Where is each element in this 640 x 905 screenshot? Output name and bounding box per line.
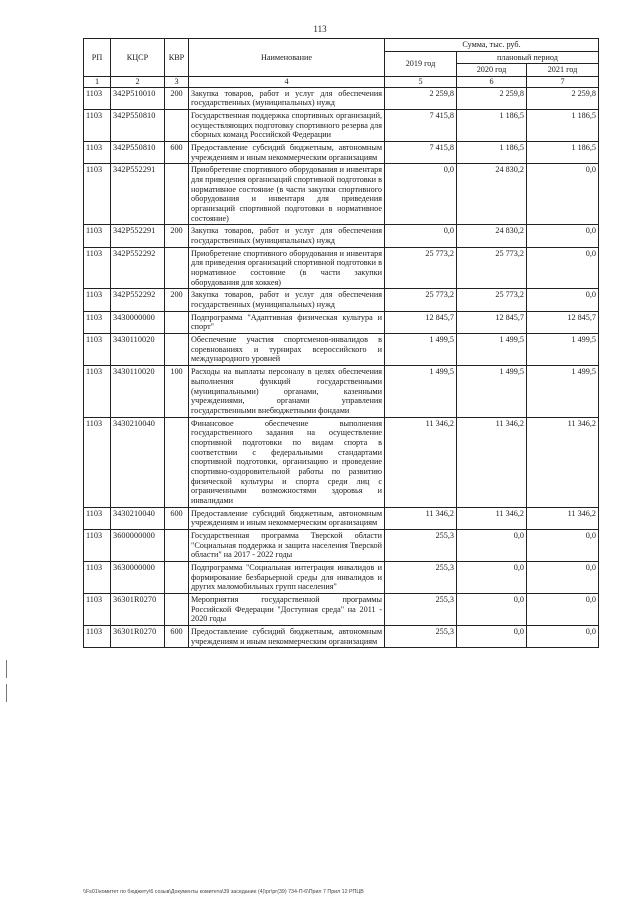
cell-2019: 1 499,5 — [385, 334, 457, 366]
cell-name: Приобретение спортивного оборудования и инвентаря для приведения организаций спортивной подготовки в нормативное состояние (в части закупки спортивного оборудования и инвентаря для приведения организаций спортивной подготовки в нормативное состояние) — [189, 164, 385, 225]
cell-rp: 1103 — [84, 289, 111, 311]
cell-2019: 7 415,8 — [385, 110, 457, 142]
cell-2020: 25 773,2 — [457, 247, 527, 289]
cell-kvr: 200 — [165, 225, 189, 247]
cell-rp: 1103 — [84, 593, 111, 625]
cell-kcsr: 342P510010 — [111, 87, 165, 109]
cell-kcsr: 3430210040 — [111, 417, 165, 507]
table-row — [84, 507, 599, 529]
cell-2021: 11 346,2 — [527, 507, 599, 529]
cell-2020: 1 499,5 — [457, 334, 527, 366]
cell-2020: 0,0 — [457, 561, 527, 593]
cell-name: Государственная программа Тверской области "Социальная поддержка и защита населения Тверской области" на 2017 - 2022 годы — [189, 529, 385, 561]
cell-2020: 11 346,2 — [457, 507, 527, 529]
header-name: Наименование — [189, 39, 385, 77]
cell-rp: 1103 — [84, 334, 111, 366]
header-year-2021: 2021 год — [527, 64, 599, 77]
table-row — [84, 225, 599, 247]
cell-name: Государственная поддержка спортивных организаций, осуществляющих подготовку спортивного резерва для сборных команд Российской Федерации — [189, 110, 385, 142]
column-index: 1 — [84, 77, 111, 88]
table-row — [84, 247, 599, 289]
table-row — [84, 311, 599, 333]
cell-kcsr: 36301R0270 — [111, 625, 165, 647]
cell-2020: 2 259,8 — [457, 87, 527, 109]
cell-2019: 255,3 — [385, 625, 457, 647]
header-sum: Сумма, тыс. руб. — [385, 39, 599, 52]
cell-2020: 24 830,2 — [457, 225, 527, 247]
cell-2020: 11 346,2 — [457, 417, 527, 507]
header-year-2019: 2019 год — [385, 51, 457, 76]
cell-kvr — [165, 417, 189, 507]
cell-rp: 1103 — [84, 529, 111, 561]
cell-kcsr: 3430210040 — [111, 507, 165, 529]
cell-2020: 1 186,5 — [457, 110, 527, 142]
header-rp: РП — [84, 39, 111, 77]
cell-2019: 12 845,7 — [385, 311, 457, 333]
cell-2021: 1 186,5 — [527, 142, 599, 164]
cell-2020: 0,0 — [457, 625, 527, 647]
cell-kcsr: 3430110020 — [111, 334, 165, 366]
cell-kcsr: 3430000000 — [111, 311, 165, 333]
column-index-row — [84, 77, 599, 88]
cell-rp: 1103 — [84, 507, 111, 529]
cell-rp: 1103 — [84, 625, 111, 647]
cell-rp: 1103 — [84, 366, 111, 417]
cell-kvr — [165, 593, 189, 625]
footer-file-path: \\Fs01\комитет по бюджету\6 созыв\Документы комитета\39 заседание (4)\рг\рг(39) 734-П-6\Прил 7 Прил 12 РПЦВ — [83, 889, 364, 895]
cell-2019: 255,3 — [385, 561, 457, 593]
cell-2019: 0,0 — [385, 164, 457, 225]
cell-rp: 1103 — [84, 417, 111, 507]
cell-2019: 2 259,8 — [385, 87, 457, 109]
cell-kcsr: 342P550810 — [111, 110, 165, 142]
table-row — [84, 110, 599, 142]
cell-2021: 2 259,8 — [527, 87, 599, 109]
cell-2021: 0,0 — [527, 164, 599, 225]
cell-name: Предоставление субсидий бюджетным, автономным учреждениям и иным некоммерческим организациям — [189, 142, 385, 164]
cell-name: Закупка товаров, работ и услуг для обеспечения государственных (муниципальных) нужд — [189, 87, 385, 109]
cell-2021: 0,0 — [527, 529, 599, 561]
cell-rp: 1103 — [84, 247, 111, 289]
cell-name: Предоставление субсидий бюджетным, автономным учреждениям и иным некоммерческим организациям — [189, 625, 385, 647]
cell-name: Закупка товаров, работ и услуг для обеспечения государственных (муниципальных) нужд — [189, 225, 385, 247]
cell-rp: 1103 — [84, 87, 111, 109]
table-row — [84, 366, 599, 417]
cell-kvr: 200 — [165, 289, 189, 311]
cell-kvr: 200 — [165, 87, 189, 109]
cell-2021: 12 845,7 — [527, 311, 599, 333]
cell-2019: 255,3 — [385, 593, 457, 625]
cell-kcsr: 3630000000 — [111, 561, 165, 593]
column-index: 7 — [527, 77, 599, 88]
budget-table — [83, 38, 599, 648]
cell-kvr: 600 — [165, 507, 189, 529]
cell-2021: 0,0 — [527, 247, 599, 289]
page-number: 113 — [313, 24, 327, 34]
cell-name: Закупка товаров, работ и услуг для обеспечения государственных (муниципальных) нужд — [189, 289, 385, 311]
cell-kcsr: 342P550810 — [111, 142, 165, 164]
cell-kvr: 600 — [165, 142, 189, 164]
cell-2019: 11 346,2 — [385, 417, 457, 507]
table-row — [84, 289, 599, 311]
cell-2020: 12 845,7 — [457, 311, 527, 333]
cell-2019: 1 499,5 — [385, 366, 457, 417]
cell-name: Подпрограмма "Социальная интеграция инвалидов и формирование безбарьерной среды для инвалидов и других маломобильных групп населения" — [189, 561, 385, 593]
table-row — [84, 87, 599, 109]
cell-kcsr: 3600000000 — [111, 529, 165, 561]
cell-kvr — [165, 311, 189, 333]
cell-name: Обеспечение участия спортсменов-инвалидов в соревнованиях и турнирах всероссийского и международного уровней — [189, 334, 385, 366]
cell-kvr: 100 — [165, 366, 189, 417]
cell-2021: 0,0 — [527, 625, 599, 647]
cell-2021: 1 186,5 — [527, 110, 599, 142]
cell-kvr — [165, 247, 189, 289]
cell-rp: 1103 — [84, 225, 111, 247]
cell-2020: 1 499,5 — [457, 366, 527, 417]
cell-2020: 0,0 — [457, 529, 527, 561]
cell-2019: 11 346,2 — [385, 507, 457, 529]
cell-kcsr: 342P552292 — [111, 289, 165, 311]
cell-2019: 25 773,2 — [385, 247, 457, 289]
column-index: 3 — [165, 77, 189, 88]
cell-kvr — [165, 529, 189, 561]
header-year-2020: 2020 год — [457, 64, 527, 77]
cell-kvr — [165, 334, 189, 366]
cell-name: Мероприятия государственной программы Российской Федерации "Доступная среда" на 2011 - 2020 годы — [189, 593, 385, 625]
cell-2021: 0,0 — [527, 593, 599, 625]
cell-kcsr: 342P552291 — [111, 164, 165, 225]
table-row — [84, 593, 599, 625]
cell-kvr: 600 — [165, 625, 189, 647]
cell-name: Предоставление субсидий бюджетным, автономным учреждениям и иным некоммерческим организациям — [189, 507, 385, 529]
cell-kcsr: 36301R0270 — [111, 593, 165, 625]
table-row — [84, 529, 599, 561]
cell-kcsr: 3430110020 — [111, 366, 165, 417]
cell-name: Приобретение спортивного оборудования и инвентаря для приведения организаций спортивной подготовки в нормативное состояние (в части закупки оборудования для хоккея) — [189, 247, 385, 289]
cell-kvr — [165, 110, 189, 142]
cell-name: Расходы на выплаты персоналу в целях обеспечения выполнения функций государственными (муниципальными) органами, казенными учреждениями, органами управления государственными внебюджетными фондами — [189, 366, 385, 417]
cell-rp: 1103 — [84, 311, 111, 333]
table-row — [84, 142, 599, 164]
cell-kvr — [165, 164, 189, 225]
cell-name: Подпрограмма "Адаптивная физическая культура и спорт" — [189, 311, 385, 333]
column-index: 5 — [385, 77, 457, 88]
cell-2019: 0,0 — [385, 225, 457, 247]
cell-2020: 24 830,2 — [457, 164, 527, 225]
column-index: 2 — [111, 77, 165, 88]
cell-2019: 255,3 — [385, 529, 457, 561]
cell-kcsr: 342P552291 — [111, 225, 165, 247]
cell-rp: 1103 — [84, 164, 111, 225]
cell-2021: 1 499,5 — [527, 334, 599, 366]
table-row — [84, 417, 599, 507]
cell-name: Финансовое обеспечение выполнения государственного задания на осуществление спортивной подготовки по видам спорта в соответствии с федеральными стандартами спортивной подготовки, организацию и проведение спортивно-оздоровительной работы по развитию физической культуры и спорта среди лиц с ограниченными возможностями здоровья и инвалидами — [189, 417, 385, 507]
table-row — [84, 625, 599, 647]
column-index: 6 — [457, 77, 527, 88]
cell-2021: 11 346,2 — [527, 417, 599, 507]
cell-2020: 25 773,2 — [457, 289, 527, 311]
header-kvr: КВР — [165, 39, 189, 77]
cell-kcsr: 342P552292 — [111, 247, 165, 289]
table-row — [84, 334, 599, 366]
cell-2020: 0,0 — [457, 593, 527, 625]
cell-rp: 1103 — [84, 561, 111, 593]
cell-2020: 1 186,5 — [457, 142, 527, 164]
cell-2019: 25 773,2 — [385, 289, 457, 311]
cell-rp: 1103 — [84, 142, 111, 164]
header-planned-period: плановый период — [457, 51, 599, 64]
table-row — [84, 164, 599, 225]
cell-2019: 7 415,8 — [385, 142, 457, 164]
table-row — [84, 561, 599, 593]
cell-2021: 0,0 — [527, 561, 599, 593]
header-kcsr: КЦСР — [111, 39, 165, 77]
margin-marks — [6, 660, 8, 720]
cell-kvr — [165, 561, 189, 593]
column-index: 4 — [189, 77, 385, 88]
cell-2021: 0,0 — [527, 289, 599, 311]
cell-2021: 1 499,5 — [527, 366, 599, 417]
cell-2021: 0,0 — [527, 225, 599, 247]
cell-rp: 1103 — [84, 110, 111, 142]
